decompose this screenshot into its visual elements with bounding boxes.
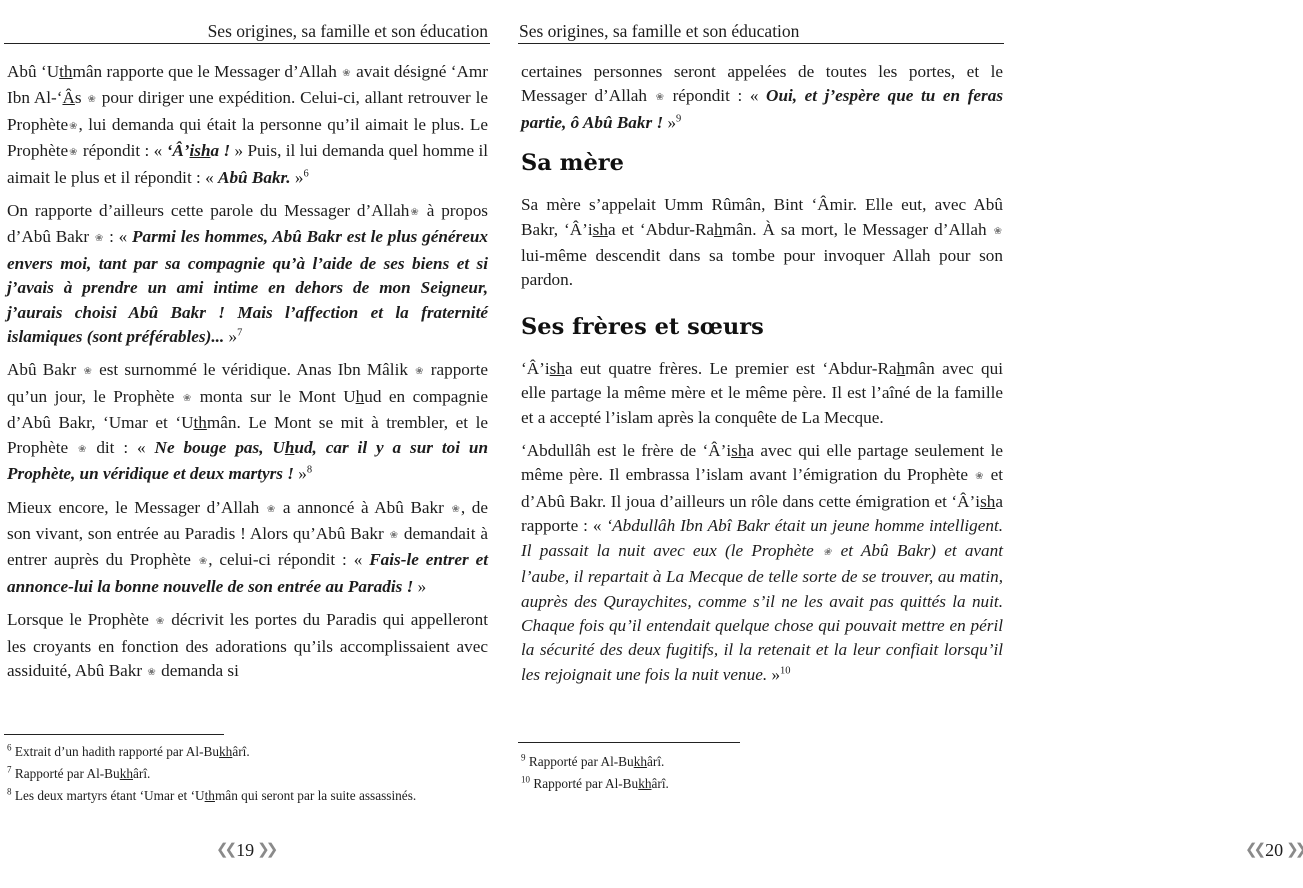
paragraph: ‘Abdullâh est le frère de ‘Â’isha avec qui elle partage seulement le même père. Il embrassa l’islam avant l’émigration du Prophète ❀ et d’Abû Bakr. Il joua d’ailleurs un rôle dans cette émigration et ‘Â’isha rapporte : « ‘Abdullâh Ibn Abî Bakr était un jeune homme intelligent. Il passait la nuit avec eux (le Prophète ❀ et Abû Bakr) et avant l’aube, il repartait à La Mecque de telle sorte de se trouver, au matin, auprès des Quraychites, comme s’il ne les avait pas quittés la nuit. Chaque fois qu’il entendait quelque chose qui pouvait mettre en péril la sécurité des deux fugitifs, il la retenait et la leur confiait lorsqu’il les rejoignait une fois la nuit venue. »$^{10}$: [521, 441, 1004, 684]
footnote: $^7$ Rapporté par Al-Bukhârî.: [7, 764, 151, 781]
honorific-glyph-icon: ❀: [342, 68, 351, 79]
footnote-ref[interactable]: 7: [237, 327, 243, 339]
honorific-glyph-icon: ❀: [655, 92, 664, 104]
honorific-glyph-icon: ❀: [155, 616, 165, 628]
footnote: $^8$ Les deux martyrs étant ‘Umar et ‘Uthmân qui seront par la suite assassinés.: [7, 786, 417, 803]
footnote: $^6$ Extrait d’un hadith rapporté par Al-Bukhârî.: [7, 742, 250, 759]
honorific-glyph-icon: ❀: [69, 120, 78, 132]
honorific-glyph-icon: ❀: [94, 233, 104, 245]
header-rule: [4, 43, 490, 44]
honorific-glyph-icon: ❀: [78, 443, 87, 455]
honorific-glyph-icon: ❀: [993, 225, 1003, 237]
honorific-glyph-icon: ❀: [451, 503, 460, 515]
footnote-ref[interactable]: 8: [306, 464, 313, 476]
honorific-glyph-icon: ❀: [87, 94, 96, 106]
honorific-glyph-icon: ❀: [69, 147, 78, 159]
paragraph: Lorsque le Prophète ❀ décrivit les portes du Paradis qui appelleront les croyants en fonction des adorations qu’ils accomplissaient avec assiduité, Abû Bakr ❀ demanda si: [7, 608, 488, 685]
footnote-ref[interactable]: 6: [303, 167, 309, 179]
page-19: [0, 0, 496, 888]
section-heading: Ses frères et sœurs: [521, 313, 764, 340]
section-heading: Sa mère: [521, 150, 624, 177]
ornament-icon: ❯❯: [257, 842, 275, 858]
honorific-glyph-icon: ❀: [83, 366, 92, 378]
honorific-glyph-icon: ❀: [389, 529, 398, 541]
body-text: [7, 60, 488, 694]
footnote: $^{10}$ Rapporté par Al-Bukhârî.: [521, 774, 669, 791]
page-number: ❮❮ 20 ❯❯: [1245, 840, 1303, 860]
footnote-ref[interactable]: 10: [780, 664, 791, 676]
body-text: [521, 60, 1003, 696]
page-number: ❮❮ 19 ❯❯: [216, 840, 275, 860]
footnote: $^9$ Rapporté par Al-Bukhârî.: [521, 752, 665, 769]
ornament-icon: ❮❮: [1245, 842, 1263, 858]
page-20: [514, 0, 1303, 888]
honorific-glyph-icon: ❀: [410, 207, 419, 219]
honorific-glyph-icon: ❀: [182, 392, 192, 404]
honorific-glyph-icon: ❀: [415, 366, 424, 378]
running-head: Ses origines, sa famille et son éducation: [519, 21, 800, 41]
honorific-glyph-icon: ❀: [266, 503, 276, 515]
paragraph: Sa mère s’appelait Umm Rûmân, Bint ‘Âmir. Elle eut, avec Abû Bakr, ‘Â’isha et ‘Abdur-Rahmân. À sa mort, le Messager d’Allah ❀ lui-même descendit dans sa tombe pour invoquer Allah pour son pardon.: [521, 195, 1003, 290]
header-rule: [518, 43, 1004, 44]
paragraph: Mieux encore, le Messager d’Allah ❀ a annoncé à Abû Bakr ❀, de son vivant, son entrée au Paradis ! Alors qu’Abû Bakr ❀ demandait à entrer auprès du Prophète ❀, celui-ci répondit : « Fais-le entrer et annonce-lui la bonne nouvelle de son entrée au Paradis ! »: [7, 497, 489, 596]
footnote-rule: [4, 734, 224, 735]
paragraph: On rapporte d’ailleurs cette parole du Messager d’Allah❀ à propos d’Abû Bakr ❀ : « Parmi les hommes, Abû Bakr est le plus généreux envers moi, tant par sa compagnie qu’à l’aide de ses biens et si j’avais à prendre un ami intime en dehors de mon Seigneur, j’aurais choisi Abû Bakr ! Mais l’affection et la fraternité islamiques (sont préférables)... »$^7$: [7, 201, 489, 347]
paragraph: certaines personnes seront appelées de toutes les portes, et le Messager d’Allah ❀ répondit : « Oui, et j’espère que tu en feras partie, ô Abû Bakr ! »$^9$: [521, 62, 1004, 132]
footnotes: [7, 742, 491, 808]
honorific-glyph-icon: ❀: [198, 556, 208, 568]
honorific-glyph-icon: ❀: [822, 546, 832, 558]
honorific-glyph-icon: ❀: [147, 666, 156, 678]
ornament-icon: ❮❮: [216, 842, 234, 858]
footnotes: [521, 752, 1005, 796]
paragraph: Abû ‘Uthmân rapporte que le Messager d’Allah ❀ avait désigné ‘Amr Ibn Al-‘Âs ❀ pour diriger une expédition. Celui-ci, allant retrouver le Prophète❀, lui demanda qui était la personne qu’il aimait le plus. Le Prophète❀ répondit : « ‘Â’isha ! » Puis, il lui demanda quel homme il aimait le plus et il répondit : « Abû Bakr. »$^6$: [7, 62, 489, 187]
footnote-ref[interactable]: 9: [676, 113, 682, 125]
paragraph: Abû Bakr ❀ est surnommé le véridique. Anas Ibn Mâlik ❀ rapporte qu’un jour, le Prophète ❀ monta sur le Mont Uhud en compagnie d’Abû Bakr, ‘Umar et ‘Uthmân. Le Mont se mit à trembler, et le Prophète ❀ dit : « Ne bouge pas, Uhud, car il y a sur toi un Prophète, un véridique et deux martyrs ! »$^8$: [7, 360, 489, 484]
ornament-icon: ❯❯: [1286, 842, 1303, 858]
paragraph: ‘Â’isha eut quatre frères. Le premier est ‘Abdur-Rahmân avec qui elle partage la même mère et le même père. Il est l’aîné de la famille et a accepté l’islam après la conquête de La Mecque.: [521, 358, 1003, 427]
footnote-rule: [518, 742, 740, 743]
honorific-glyph-icon: ❀: [975, 471, 984, 483]
running-head: Ses origines, sa famille et son éducation: [207, 21, 488, 41]
